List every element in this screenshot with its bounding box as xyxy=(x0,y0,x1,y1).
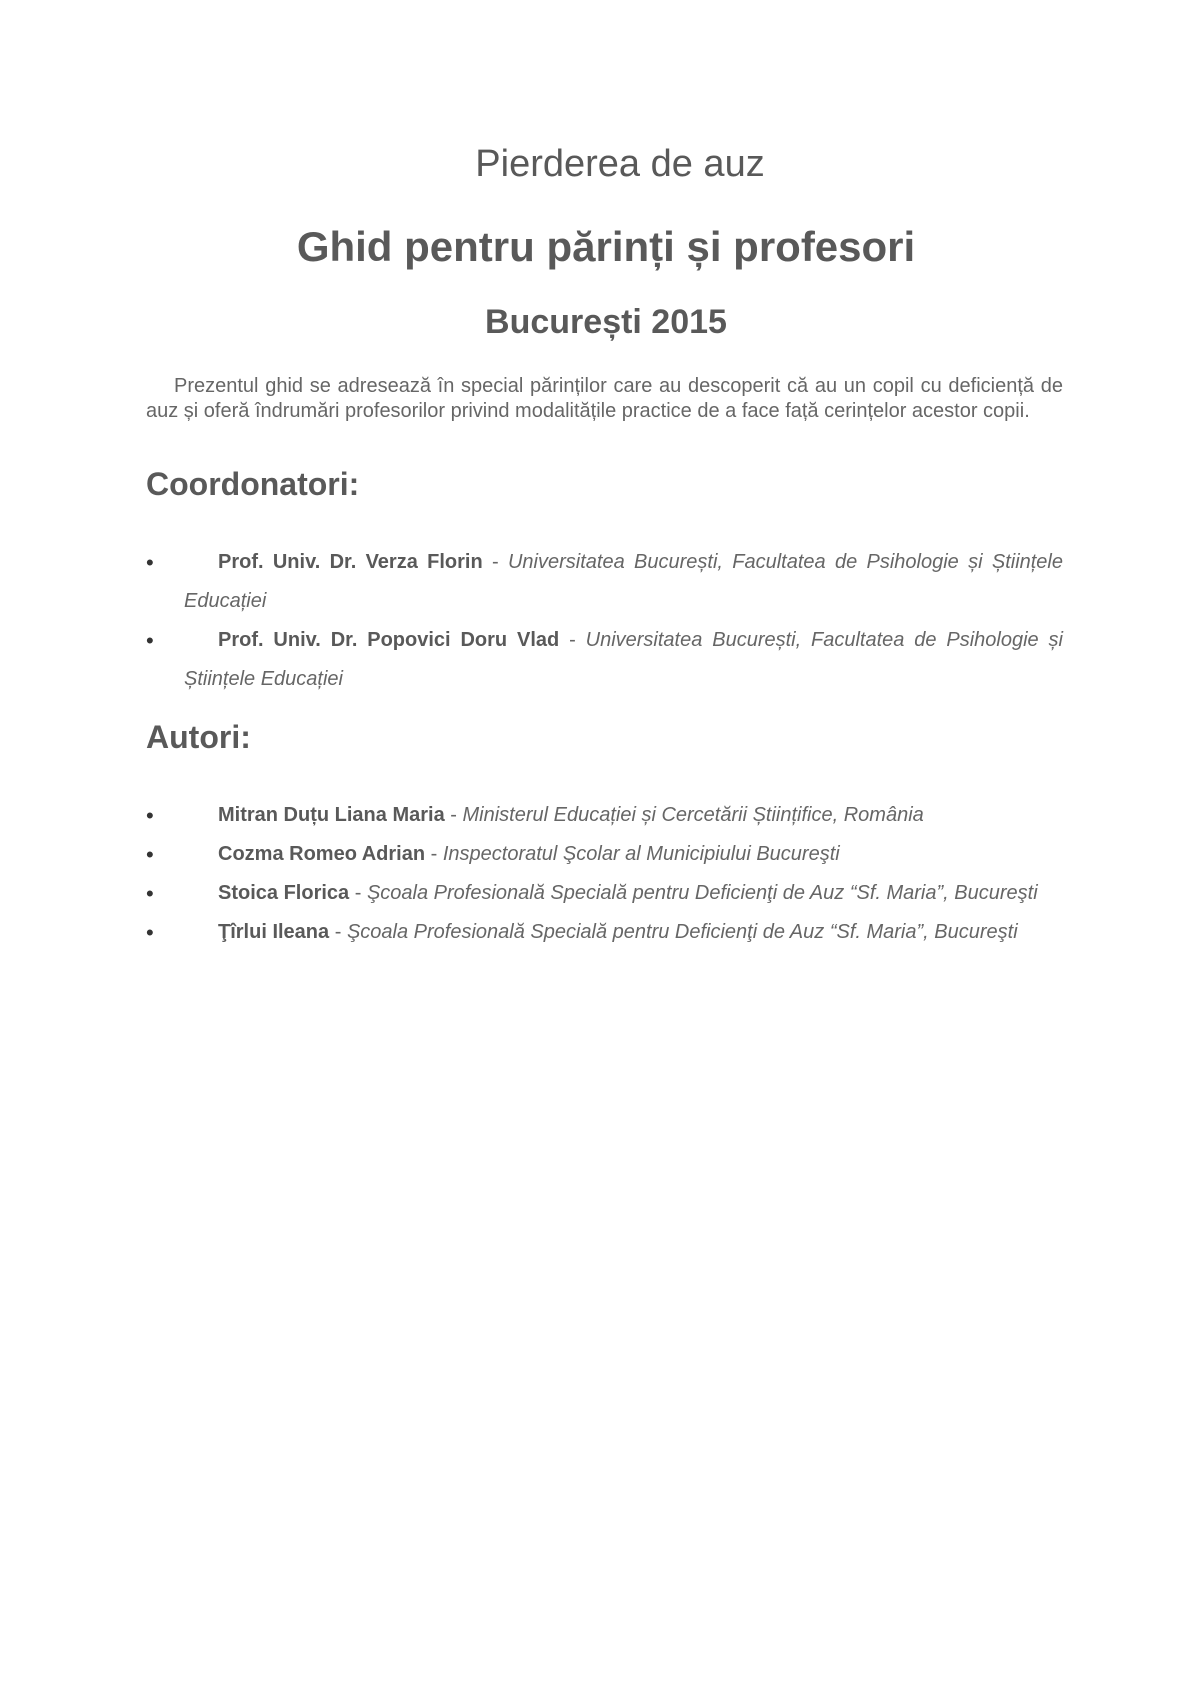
person-name: Prof. Univ. Dr. Popovici Doru Vlad xyxy=(218,629,560,651)
bullet-icon: • xyxy=(146,842,154,867)
person-name: Ţîrlui Ileana xyxy=(218,921,330,943)
name-separator: - xyxy=(482,551,508,573)
bullet-icon: • xyxy=(146,803,154,828)
name-separator: - xyxy=(349,882,367,904)
coordonatori-heading: Coordonatori: xyxy=(146,466,360,502)
person-name: Cozma Romeo Adrian xyxy=(218,843,426,865)
list-item xyxy=(146,543,1063,621)
document-place-year: București 2015 xyxy=(485,303,727,341)
document-subtitle: Ghid pentru părinți și profesori xyxy=(296,223,916,270)
affiliation: Universitatea București, Facultatea de Psihologie și Științele Educației xyxy=(184,551,1064,612)
list-item xyxy=(146,913,1063,952)
affiliation: Universitatea București, Facultatea de Psihologie și Științele Educației xyxy=(184,629,1063,690)
name-separator: - xyxy=(329,921,347,943)
autori-heading: Autori: xyxy=(146,719,251,755)
bullet-icon: • xyxy=(146,881,154,906)
autori-list xyxy=(146,796,1063,952)
name-separator: - xyxy=(559,629,586,651)
name-separator: - xyxy=(444,804,463,826)
bullet-icon: • xyxy=(146,920,154,945)
document-title: Pierderea de auz xyxy=(475,143,765,185)
intro-paragraph: Prezentul ghid se adresează în special părinților care au descoperit că au un copil cu deficiență de auz și oferă îndrumări profesorilor privind modalitățile practice de a face față cerințelor acestor copii. xyxy=(146,375,1063,422)
person-name: Stoica Florica xyxy=(218,882,350,904)
name-separator: - xyxy=(425,843,443,865)
coordonatori-list xyxy=(146,543,1063,699)
list-item xyxy=(146,621,1063,699)
affiliation: Şcoala Profesională Specială pentru Deficienţi de Auz “Sf. Maria”, Bucureşti xyxy=(346,921,1018,943)
affiliation: Şcoala Profesională Specială pentru Deficienţi de Auz “Sf. Maria”, Bucureşti xyxy=(366,882,1038,904)
affiliation: Ministerul Educației și Cercetării Științifice, România xyxy=(462,804,924,826)
list-item xyxy=(146,796,1063,835)
person-name: Prof. Univ. Dr. Verza Florin xyxy=(218,551,483,573)
bullet-icon: • xyxy=(146,628,154,653)
list-item xyxy=(146,874,1063,913)
bullet-icon: • xyxy=(146,550,154,575)
list-item xyxy=(146,835,1063,874)
person-name: Mitran Duțu Liana Maria xyxy=(218,804,445,826)
affiliation: Inspectoratul Şcolar al Municipiului Bucureşti xyxy=(442,843,840,865)
